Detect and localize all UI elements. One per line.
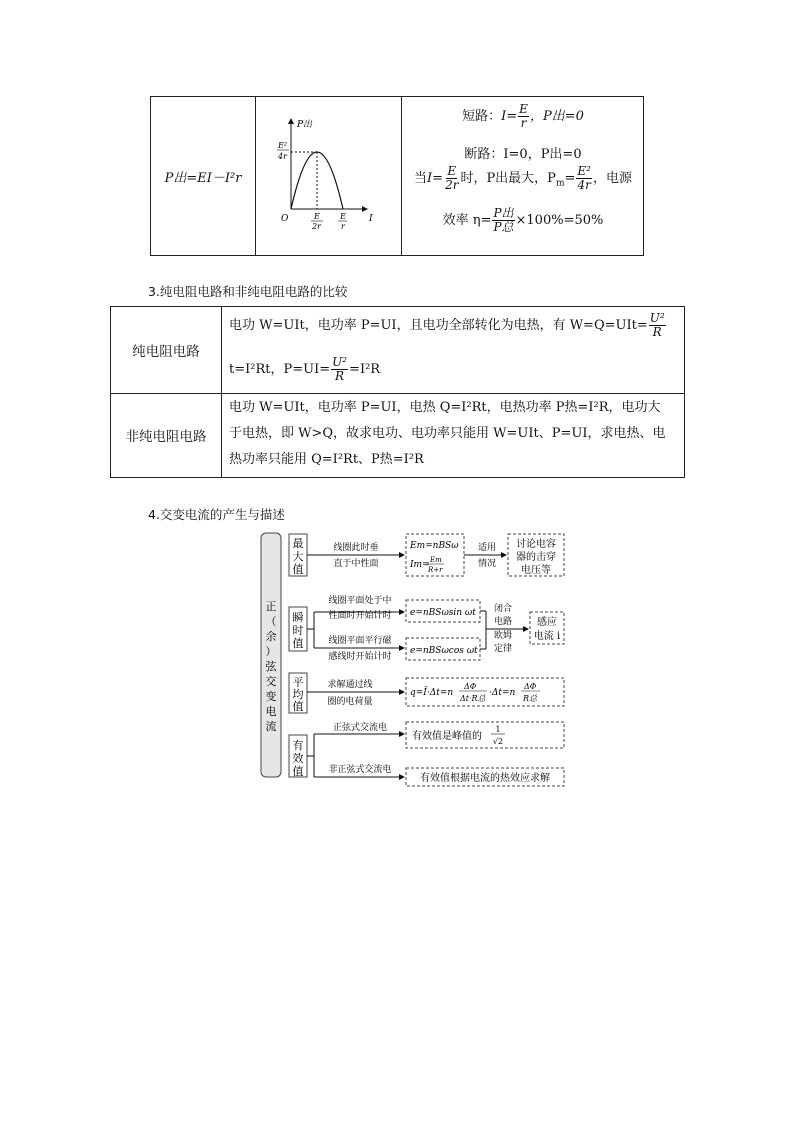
output-power-formula: P出=EI－I²r — [164, 170, 242, 186]
svg-text:线圈平面处于中: 线圈平面处于中 — [328, 596, 392, 606]
svg-text:线圈平面平行磁: 线圈平面平行磁 — [328, 636, 392, 646]
svg-text:线圈此时垂: 线圈此时垂 — [333, 543, 379, 553]
pure-resistance-label: 纯电阻电路 — [111, 307, 222, 393]
svg-text:q=Ī·Δt=n: q=Ī·Δt=n — [410, 688, 454, 698]
svg-text:交: 交 — [265, 675, 277, 688]
non-pure-resistance-label: 非纯电阻电路 — [111, 393, 222, 477]
svg-text:非正弦式交流电: 非正弦式交流电 — [328, 765, 392, 775]
svg-text:电: 电 — [265, 705, 277, 718]
svg-text:弦: 弦 — [265, 660, 277, 673]
svg-text:有: 有 — [292, 739, 304, 752]
non-sine-effective-text: 有效值根据电流的热效应求解 — [420, 773, 550, 784]
max-emf-formula: Em=nBSω — [410, 541, 459, 551]
x-axis-label: I — [369, 214, 373, 224]
power-table — [150, 96, 644, 256]
svg-text:电压等: 电压等 — [521, 565, 551, 576]
svg-text:平: 平 — [292, 676, 304, 689]
x-tick-full-den: r — [341, 222, 345, 231]
svg-text:值: 值 — [292, 563, 304, 576]
svg-text:直于中性面: 直于中性面 — [333, 559, 379, 569]
svg-text:值: 值 — [292, 637, 304, 650]
power-conditions-cell — [401, 97, 645, 255]
svg-text:Δt·R总: Δt·R总 — [460, 694, 486, 703]
svg-text:）: ） — [265, 645, 277, 658]
svg-text:电流 i: 电流 i — [533, 631, 561, 642]
x-tick-half-den: 2r — [312, 222, 321, 231]
svg-text:感应: 感应 — [537, 617, 557, 628]
pure-resistance-row — [111, 307, 684, 394]
svg-text:大: 大 — [292, 550, 304, 563]
svg-text:均: 均 — [292, 688, 304, 701]
section-3-title: 3.纯电阻电路和非纯电阻电路的比较 — [148, 284, 348, 299]
power-curve-graph — [255, 97, 401, 257]
svg-text:（: （ — [265, 615, 277, 628]
svg-text:1: 1 — [495, 725, 501, 734]
non-pure-line2: 于电热，即 W>Q，故求电功、电功率只能用 W=UIt、P=UI，求电热、电 — [229, 426, 666, 441]
pure-resistance-line2: t=I²Rt，P=UI= $\frac{\text{U²}}{R}$ =I²R — [229, 355, 381, 383]
ohm-law-label — [494, 602, 512, 654]
svg-text:适用: 适用 — [477, 543, 497, 553]
svg-text:R+r: R+r — [428, 566, 443, 574]
svg-text:变: 变 — [265, 690, 277, 703]
svg-text:瞬: 瞬 — [292, 611, 304, 624]
svg-text:值: 值 — [292, 765, 304, 778]
y-axis-label: P出 — [297, 120, 313, 130]
svg-text:定律: 定律 — [494, 644, 513, 654]
sine-effective-text: 有效值是峰值的 — [412, 731, 482, 742]
svg-text:·Δt=n: ·Δt=n — [489, 688, 516, 698]
svg-text:欧姆: 欧姆 — [494, 631, 513, 641]
peak-label-den: 4r — [278, 152, 287, 161]
max-use-text — [516, 537, 556, 576]
svg-text:Em: Em — [430, 556, 442, 564]
svg-text:R总: R总 — [523, 694, 538, 703]
svg-text:电路: 电路 — [494, 617, 513, 627]
x-tick-half-num: E — [314, 212, 320, 221]
svg-text:讨论电容: 讨论电容 — [516, 539, 556, 550]
svg-text:性面时开始计时: 性面时开始计时 — [328, 611, 392, 621]
svg-text:√2: √2 — [492, 737, 504, 746]
root-label — [266, 600, 278, 733]
svg-text:ΔΦ: ΔΦ — [524, 682, 537, 691]
section-4-title: 4.交变电流的产生与描述 — [148, 507, 285, 522]
svg-text:ΔΦ: ΔΦ — [464, 682, 477, 691]
max-current-formula: Im= — [410, 560, 430, 570]
non-pure-line3: 热功率只能用 Q=I²Rt、P热=I²R — [229, 452, 424, 467]
svg-text:值: 值 — [292, 700, 304, 713]
svg-text:效: 效 — [292, 752, 304, 765]
svg-text:时: 时 — [292, 624, 304, 637]
short-circuit-line: 短路：I= $\frac{E}{r}$ ，P出=0 — [462, 102, 584, 130]
svg-text:圈的电荷量: 圈的电荷量 — [327, 697, 373, 707]
svg-text:闭合: 闭合 — [494, 604, 513, 614]
svg-text:感线时开始计时: 感线时开始计时 — [328, 652, 392, 662]
x-tick-full-num: E — [340, 212, 346, 221]
non-pure-resistance-row — [111, 393, 684, 477]
svg-text:器的击穿: 器的击穿 — [516, 552, 556, 563]
power-graph-cell — [255, 97, 402, 255]
svg-text:流: 流 — [265, 720, 277, 733]
non-pure-line1: 电功 W=UIt，电功率 P=UI，电热 Q=I²Rt，电热功率 P热=I²R，电功大 — [229, 400, 661, 415]
svg-text:正弦式交流电: 正弦式交流电 — [332, 723, 388, 733]
instant-sin-formula: e=nBSωsin ωt — [410, 608, 476, 618]
origin-label: O — [281, 214, 289, 224]
circuit-comparison-table — [110, 306, 685, 478]
pure-resistance-line1: 电功 W=UIt，电功率 P=UI，且电功全部转化为电热，有 W=Q=UIt= $\frac{\text{U²}}{R}$ — [229, 311, 665, 339]
svg-text:正: 正 — [265, 600, 277, 613]
open-circuit-line: 断路：I=0，P出=0 — [464, 147, 582, 162]
svg-text:余: 余 — [265, 630, 277, 643]
max-power-line: 当I= $\frac{E}{2r}$ 时，P出最大，$P_m=$ $\frac{\text{E²}}{4r}$ ，电源 — [414, 164, 632, 192]
instant-cos-formula: e=nBSωcos ωt — [410, 646, 478, 656]
svg-text:情况: 情况 — [477, 559, 497, 569]
ac-current-diagram — [260, 532, 570, 788]
svg-text:求解通过线: 求解通过线 — [327, 680, 373, 690]
output-power-formula-cell — [151, 97, 256, 255]
svg-text:最: 最 — [292, 537, 304, 550]
efficiency-line: 效率 η= $\frac{\text{P出}}{\text{P总}}$ ×100%=50% — [442, 206, 604, 234]
peak-label-num: E² — [278, 141, 288, 150]
